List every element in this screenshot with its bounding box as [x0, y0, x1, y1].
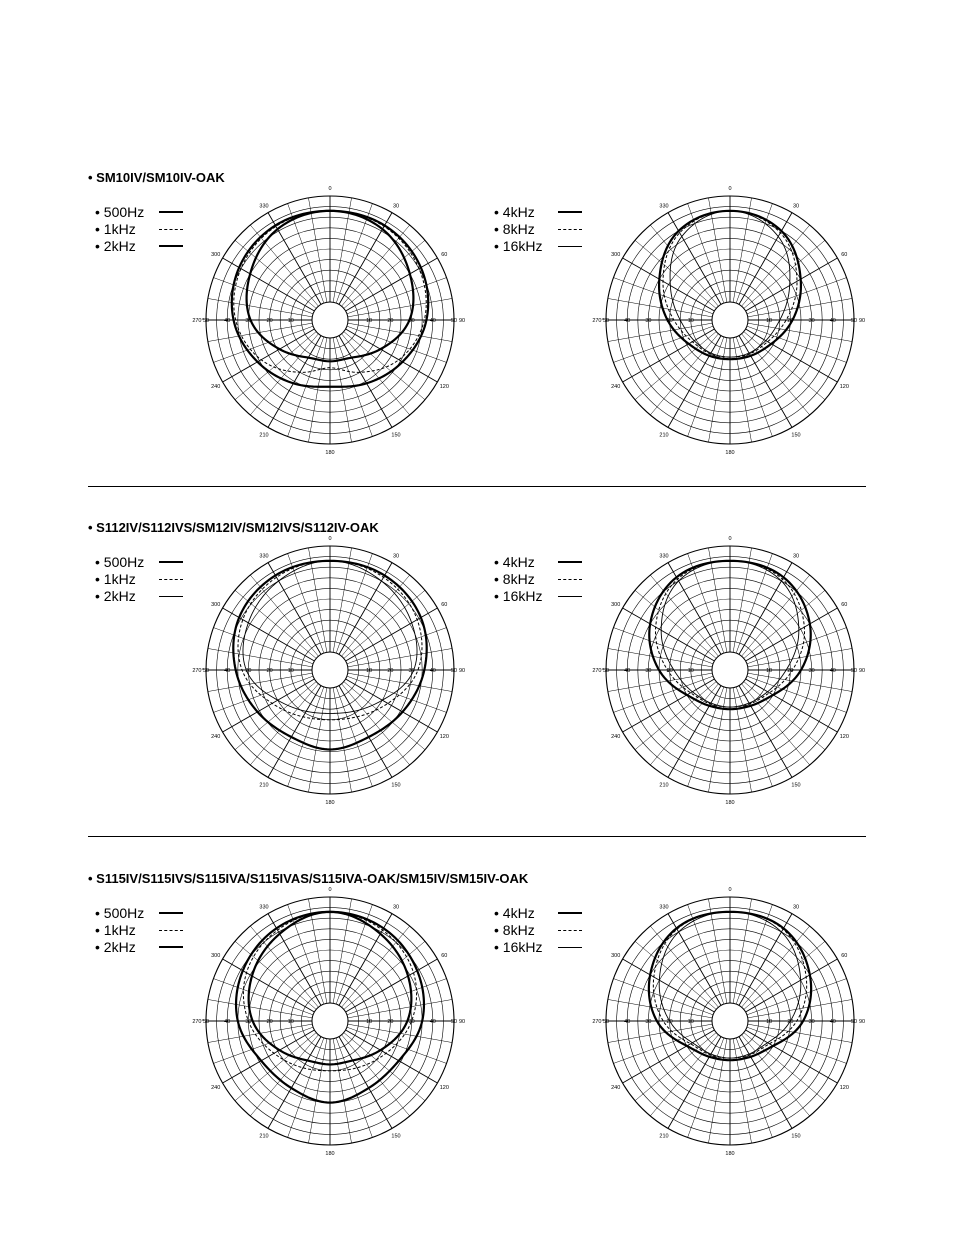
legend-label: • 16kHz [494, 939, 543, 955]
legend-label: • 1kHz [95, 221, 136, 237]
angle-label: 90 [458, 1019, 466, 1025]
radial-label: 30 [245, 318, 252, 324]
radial-label: 50 [602, 1019, 610, 1025]
radial-label: 50 [602, 318, 610, 324]
angle-label: 210 [659, 782, 669, 789]
legend-swatch [558, 246, 582, 247]
section-title: • S112IV/S112IVS/SM12IV/SM12IVS/S112IV-OAK [88, 520, 379, 535]
radial-label: 50 [450, 668, 458, 674]
radial-label: 30 [408, 1019, 415, 1025]
angle-label: 270° [192, 1019, 204, 1025]
radial-label: 10 [687, 1019, 694, 1025]
legend-label: • 4kHz [494, 204, 535, 220]
angle-label: 180 [325, 450, 335, 456]
radial-label: 10 [287, 668, 294, 674]
polar-chart [586, 176, 874, 464]
radial-label: 30 [808, 668, 815, 674]
angle-label: 150 [791, 782, 801, 789]
angle-label: 150 [791, 1133, 801, 1140]
radial-label: 20 [666, 318, 673, 324]
legend-label: • 16kHz [494, 588, 543, 604]
radial-label: 30 [245, 668, 252, 674]
angle-label: 270° [192, 668, 204, 674]
radial-label: 40 [624, 1019, 631, 1025]
radial-label: 50 [450, 318, 458, 324]
angle-label: 240 [611, 384, 621, 390]
angle-label: 60 [441, 953, 448, 959]
legend-swatch [159, 596, 183, 597]
radial-label: 20 [266, 668, 273, 674]
polar-grid [206, 897, 454, 1145]
center-hole [712, 1003, 748, 1039]
legend-swatch [159, 211, 183, 213]
angle-label: 90 [458, 318, 466, 324]
radial-label: 40 [829, 318, 836, 324]
angle-label: 180 [325, 800, 335, 806]
radial-label: 40 [624, 668, 631, 674]
legend-label: • 500Hz [95, 204, 145, 220]
radial-label: 50 [202, 318, 210, 324]
angle-label: 240 [611, 1085, 621, 1091]
angle-label: 180 [325, 1151, 335, 1157]
legend-label: • 4kHz [494, 905, 535, 921]
angle-label: 60 [841, 953, 848, 959]
radial-label: 30 [645, 668, 652, 674]
angle-label: 90 [458, 668, 466, 674]
angle-label: 300 [211, 602, 221, 608]
angle-label: 210 [259, 1133, 269, 1140]
angle-label: 120 [439, 1085, 449, 1091]
legend-swatch [159, 229, 183, 230]
polar-grid [206, 546, 454, 794]
legend-swatch [159, 579, 183, 580]
radial-label: 10 [687, 318, 694, 324]
angle-label: 300 [211, 953, 221, 959]
angle-label: 60 [441, 252, 448, 258]
angle-label: 120 [839, 1085, 849, 1091]
legend-label: • 8kHz [494, 571, 535, 587]
legend-label: • 4kHz [494, 554, 535, 570]
angle-label: 30 [392, 904, 400, 911]
angle-label: 180 [725, 1151, 735, 1157]
angle-label: 270° [592, 668, 604, 674]
center-hole [312, 652, 348, 688]
radial-label: 50 [850, 318, 858, 324]
radial-label: 20 [666, 1019, 673, 1025]
radial-label: 40 [224, 318, 231, 324]
angle-label: 240 [211, 384, 221, 390]
legend-swatch [159, 930, 183, 931]
angle-label: 330 [659, 553, 669, 560]
angle-label: 330 [259, 203, 269, 210]
legend-label: • 2kHz [95, 238, 136, 254]
polar-chart [186, 526, 474, 814]
radial-label: 10 [766, 318, 773, 324]
radial-label: 10 [366, 318, 373, 324]
radial-label: 20 [787, 318, 794, 324]
radial-label: 50 [202, 1019, 210, 1025]
radial-label: 10 [766, 668, 773, 674]
angle-label: 270° [592, 1019, 604, 1025]
legend-swatch [558, 229, 582, 230]
legend-label: • 8kHz [494, 922, 535, 938]
radial-label: 50 [602, 668, 610, 674]
section-divider [88, 836, 866, 837]
angle-label: 180 [725, 800, 735, 806]
radial-label: 10 [287, 1019, 294, 1025]
center-hole [712, 652, 748, 688]
angle-label: 300 [611, 252, 621, 258]
angle-label: 60 [841, 252, 848, 258]
radial-label: 10 [366, 668, 373, 674]
legend-swatch [558, 596, 582, 597]
legend-swatch [558, 930, 582, 931]
angle-label: 30 [392, 203, 400, 210]
radial-label: 20 [387, 668, 394, 674]
legend-swatch [558, 561, 582, 563]
radial-label: 40 [429, 668, 436, 674]
angle-label: 330 [259, 904, 269, 911]
angle-label: 210 [259, 782, 269, 789]
angle-label: 240 [611, 734, 621, 740]
legend-swatch [558, 947, 582, 948]
angle-label: 330 [259, 553, 269, 560]
radial-label: 30 [245, 1019, 252, 1025]
radial-label: 30 [645, 318, 652, 324]
angle-label: 270° [592, 318, 604, 324]
radial-label: 20 [787, 668, 794, 674]
angle-label: 270° [192, 318, 204, 324]
polar-grid [606, 196, 854, 444]
angle-label: 210 [259, 432, 269, 439]
radial-label: 40 [624, 318, 631, 324]
center-hole [712, 302, 748, 338]
legend-label: • 1kHz [95, 922, 136, 938]
angle-label: 330 [659, 904, 669, 911]
polar-grid [606, 546, 854, 794]
legend-label: • 1kHz [95, 571, 136, 587]
radial-label: 50 [450, 1019, 458, 1025]
angle-label: 30 [792, 203, 800, 210]
center-hole [312, 1003, 348, 1039]
legend-label: • 2kHz [95, 588, 136, 604]
radial-label: 20 [266, 1019, 273, 1025]
radial-label: 10 [687, 668, 694, 674]
legend-swatch [159, 561, 183, 563]
polar-grid [606, 897, 854, 1145]
radial-label: 20 [787, 1019, 794, 1025]
radial-label: 50 [850, 1019, 858, 1025]
legend-label: • 16kHz [494, 238, 543, 254]
center-hole [312, 302, 348, 338]
angle-label: 180 [725, 450, 735, 456]
angle-label: 150 [391, 782, 401, 789]
angle-label: 240 [211, 734, 221, 740]
polar-grid [206, 196, 454, 444]
angle-label: 300 [611, 602, 621, 608]
radial-label: 10 [766, 1019, 773, 1025]
radial-label: 30 [808, 1019, 815, 1025]
angle-label: 240 [211, 1085, 221, 1091]
radial-label: 30 [808, 318, 815, 324]
section-title: • S115IV/S115IVS/S115IVA/S115IVAS/S115IVA-OAK/SM15IV/SM15IV-OAK [88, 871, 529, 886]
legend-swatch [159, 912, 183, 914]
angle-label: 210 [659, 1133, 669, 1140]
angle-label: 0 [328, 186, 332, 192]
radial-label: 10 [366, 1019, 373, 1025]
angle-label: 30 [792, 904, 800, 911]
legend-swatch [558, 579, 582, 580]
section-title: • SM10IV/SM10IV-OAK [88, 170, 225, 185]
angle-label: 0 [728, 536, 732, 542]
radial-label: 30 [408, 318, 415, 324]
legend-label: • 8kHz [494, 221, 535, 237]
angle-label: 120 [839, 734, 849, 740]
radial-label: 40 [429, 318, 436, 324]
legend-label: • 2kHz [95, 939, 136, 955]
angle-label: 30 [392, 553, 400, 560]
legend-swatch [159, 946, 183, 948]
angle-label: 120 [439, 384, 449, 390]
polar-chart [586, 877, 874, 1165]
angle-label: 120 [839, 384, 849, 390]
radial-label: 40 [224, 1019, 231, 1025]
polar-chart [586, 526, 874, 814]
angle-label: 90 [858, 1019, 866, 1025]
angle-label: 300 [611, 953, 621, 959]
radial-label: 10 [287, 318, 294, 324]
radial-label: 20 [387, 1019, 394, 1025]
radial-label: 20 [387, 318, 394, 324]
section-divider [88, 486, 866, 487]
radial-label: 40 [829, 668, 836, 674]
radial-label: 50 [202, 668, 210, 674]
angle-label: 60 [841, 602, 848, 608]
angle-label: 120 [439, 734, 449, 740]
angle-label: 0 [328, 887, 332, 893]
legend-swatch [558, 912, 582, 914]
angle-label: 60 [441, 602, 448, 608]
angle-label: 210 [659, 432, 669, 439]
angle-label: 30 [792, 553, 800, 560]
angle-label: 150 [391, 1133, 401, 1140]
radial-label: 30 [408, 668, 415, 674]
angle-label: 150 [791, 432, 801, 439]
angle-label: 150 [391, 432, 401, 439]
radial-label: 20 [666, 668, 673, 674]
radial-label: 30 [645, 1019, 652, 1025]
radial-label: 40 [829, 1019, 836, 1025]
angle-label: 0 [728, 186, 732, 192]
legend-swatch [558, 211, 582, 213]
radial-label: 40 [224, 668, 231, 674]
legend-label: • 500Hz [95, 554, 145, 570]
legend-swatch [159, 245, 183, 247]
polar-chart [186, 877, 474, 1165]
radial-label: 40 [429, 1019, 436, 1025]
legend-label: • 500Hz [95, 905, 145, 921]
radial-label: 50 [850, 668, 858, 674]
polar-chart [186, 176, 474, 464]
angle-label: 0 [728, 887, 732, 893]
angle-label: 330 [659, 203, 669, 210]
angle-label: 90 [858, 318, 866, 324]
angle-label: 90 [858, 668, 866, 674]
angle-label: 0 [328, 536, 332, 542]
radial-label: 20 [266, 318, 273, 324]
angle-label: 300 [211, 252, 221, 258]
